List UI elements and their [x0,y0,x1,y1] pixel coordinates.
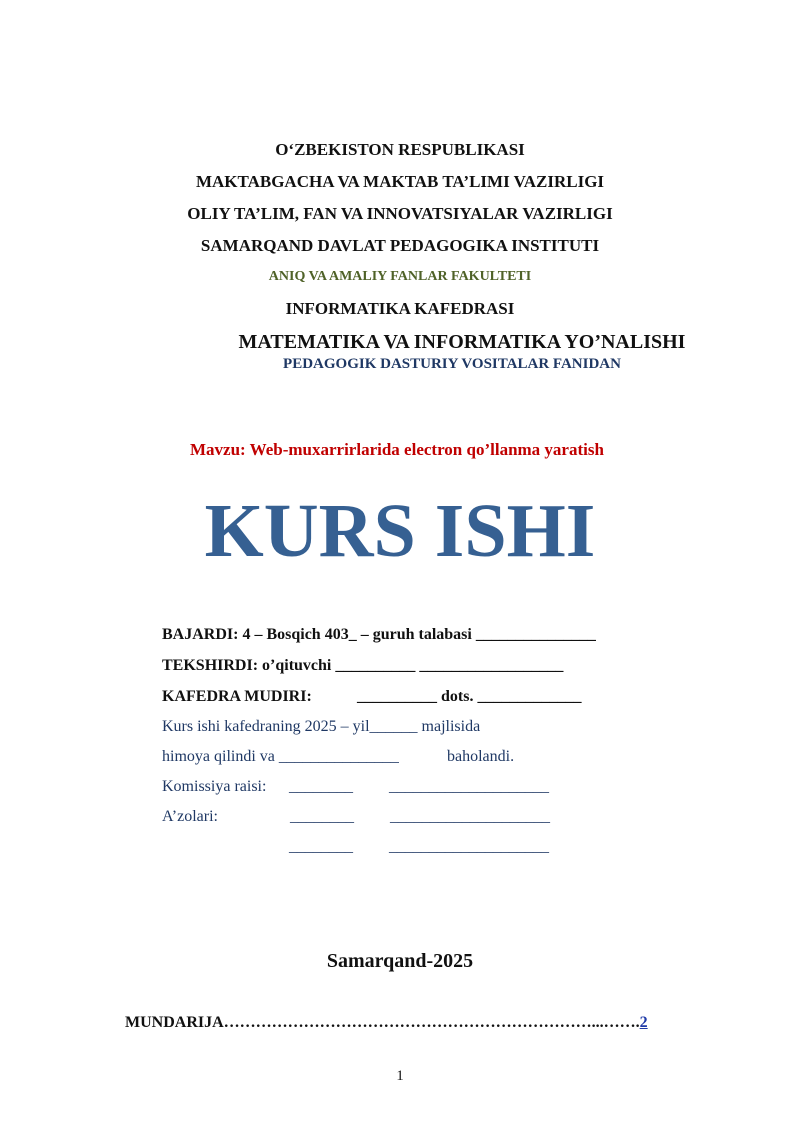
page-number: 1 [396,1068,404,1084]
info-bajardi: BAJARDI: 4 – Bosqich 403_ – guruh talabasi _______________ [162,626,596,643]
header-ministry-higher: OLIY TA’LIM, FAN VA INNOVATSIYALAR VAZIRLIGI [187,204,613,223]
commission-blank-short: ________ [289,778,353,795]
info-kafedra-blanks: __________ dots. _____________ [357,688,582,705]
header-direction: MATEMATIKA VA INFORMATIKA YO’NALISHI [238,331,686,353]
info-defense-line2: himoya qilindi va _______________ [162,748,399,765]
toc-label: MUNDARIJA……………………………………………………………...……. [125,1014,640,1031]
info-members-label: A’zolari: [162,808,218,825]
header-faculty: ANIQ VA AMALIY FANLAR FAKULTETI [268,269,532,284]
topic-line: Mavzu: Web-muxarrirlarida electron qo’llanma yaratish [190,440,604,459]
toc-entry [125,1014,648,1032]
member2-blank-long: ____________________ [389,838,549,855]
member2-blank-short: ________ [289,838,353,855]
info-defense-graded: baholandi. [447,748,515,765]
info-defense-line1: Kurs ishi kafedraning 2025 – yil______ majlisida [162,718,481,735]
header-institute: SAMARQAND DAVLAT PEDAGOGIKA INSTITUTI [200,236,600,255]
commission-blank-long: ____________________ [389,778,549,795]
info-kafedra-label: KAFEDRA MUDIRI: [162,688,312,705]
header-subject: PEDAGOGIK DASTURIY VOSITALAR FANIDAN [283,356,621,372]
info-commission-label: Komissiya raisi: [162,778,267,795]
toc-page-link[interactable]: 2 [639,1014,648,1031]
header-department: INFORMATIKA KAFEDRASI [285,299,515,318]
document-title: KURS ISHI [204,489,596,573]
header-republic: O‘ZBEKISTON RESPUBLIKASI [275,140,525,159]
city-year: Samarqand-2025 [326,950,474,972]
member1-blank-short: ________ [290,808,354,825]
header-ministry-preschool: MAKTABGACHA VA MAKTAB TA’LIMI VAZIRLIGI [195,172,605,191]
member1-blank-long: ____________________ [390,808,550,825]
info-tekshirdi: TEKSHIRDI: o’qituvchi __________ __________________ [162,657,564,674]
